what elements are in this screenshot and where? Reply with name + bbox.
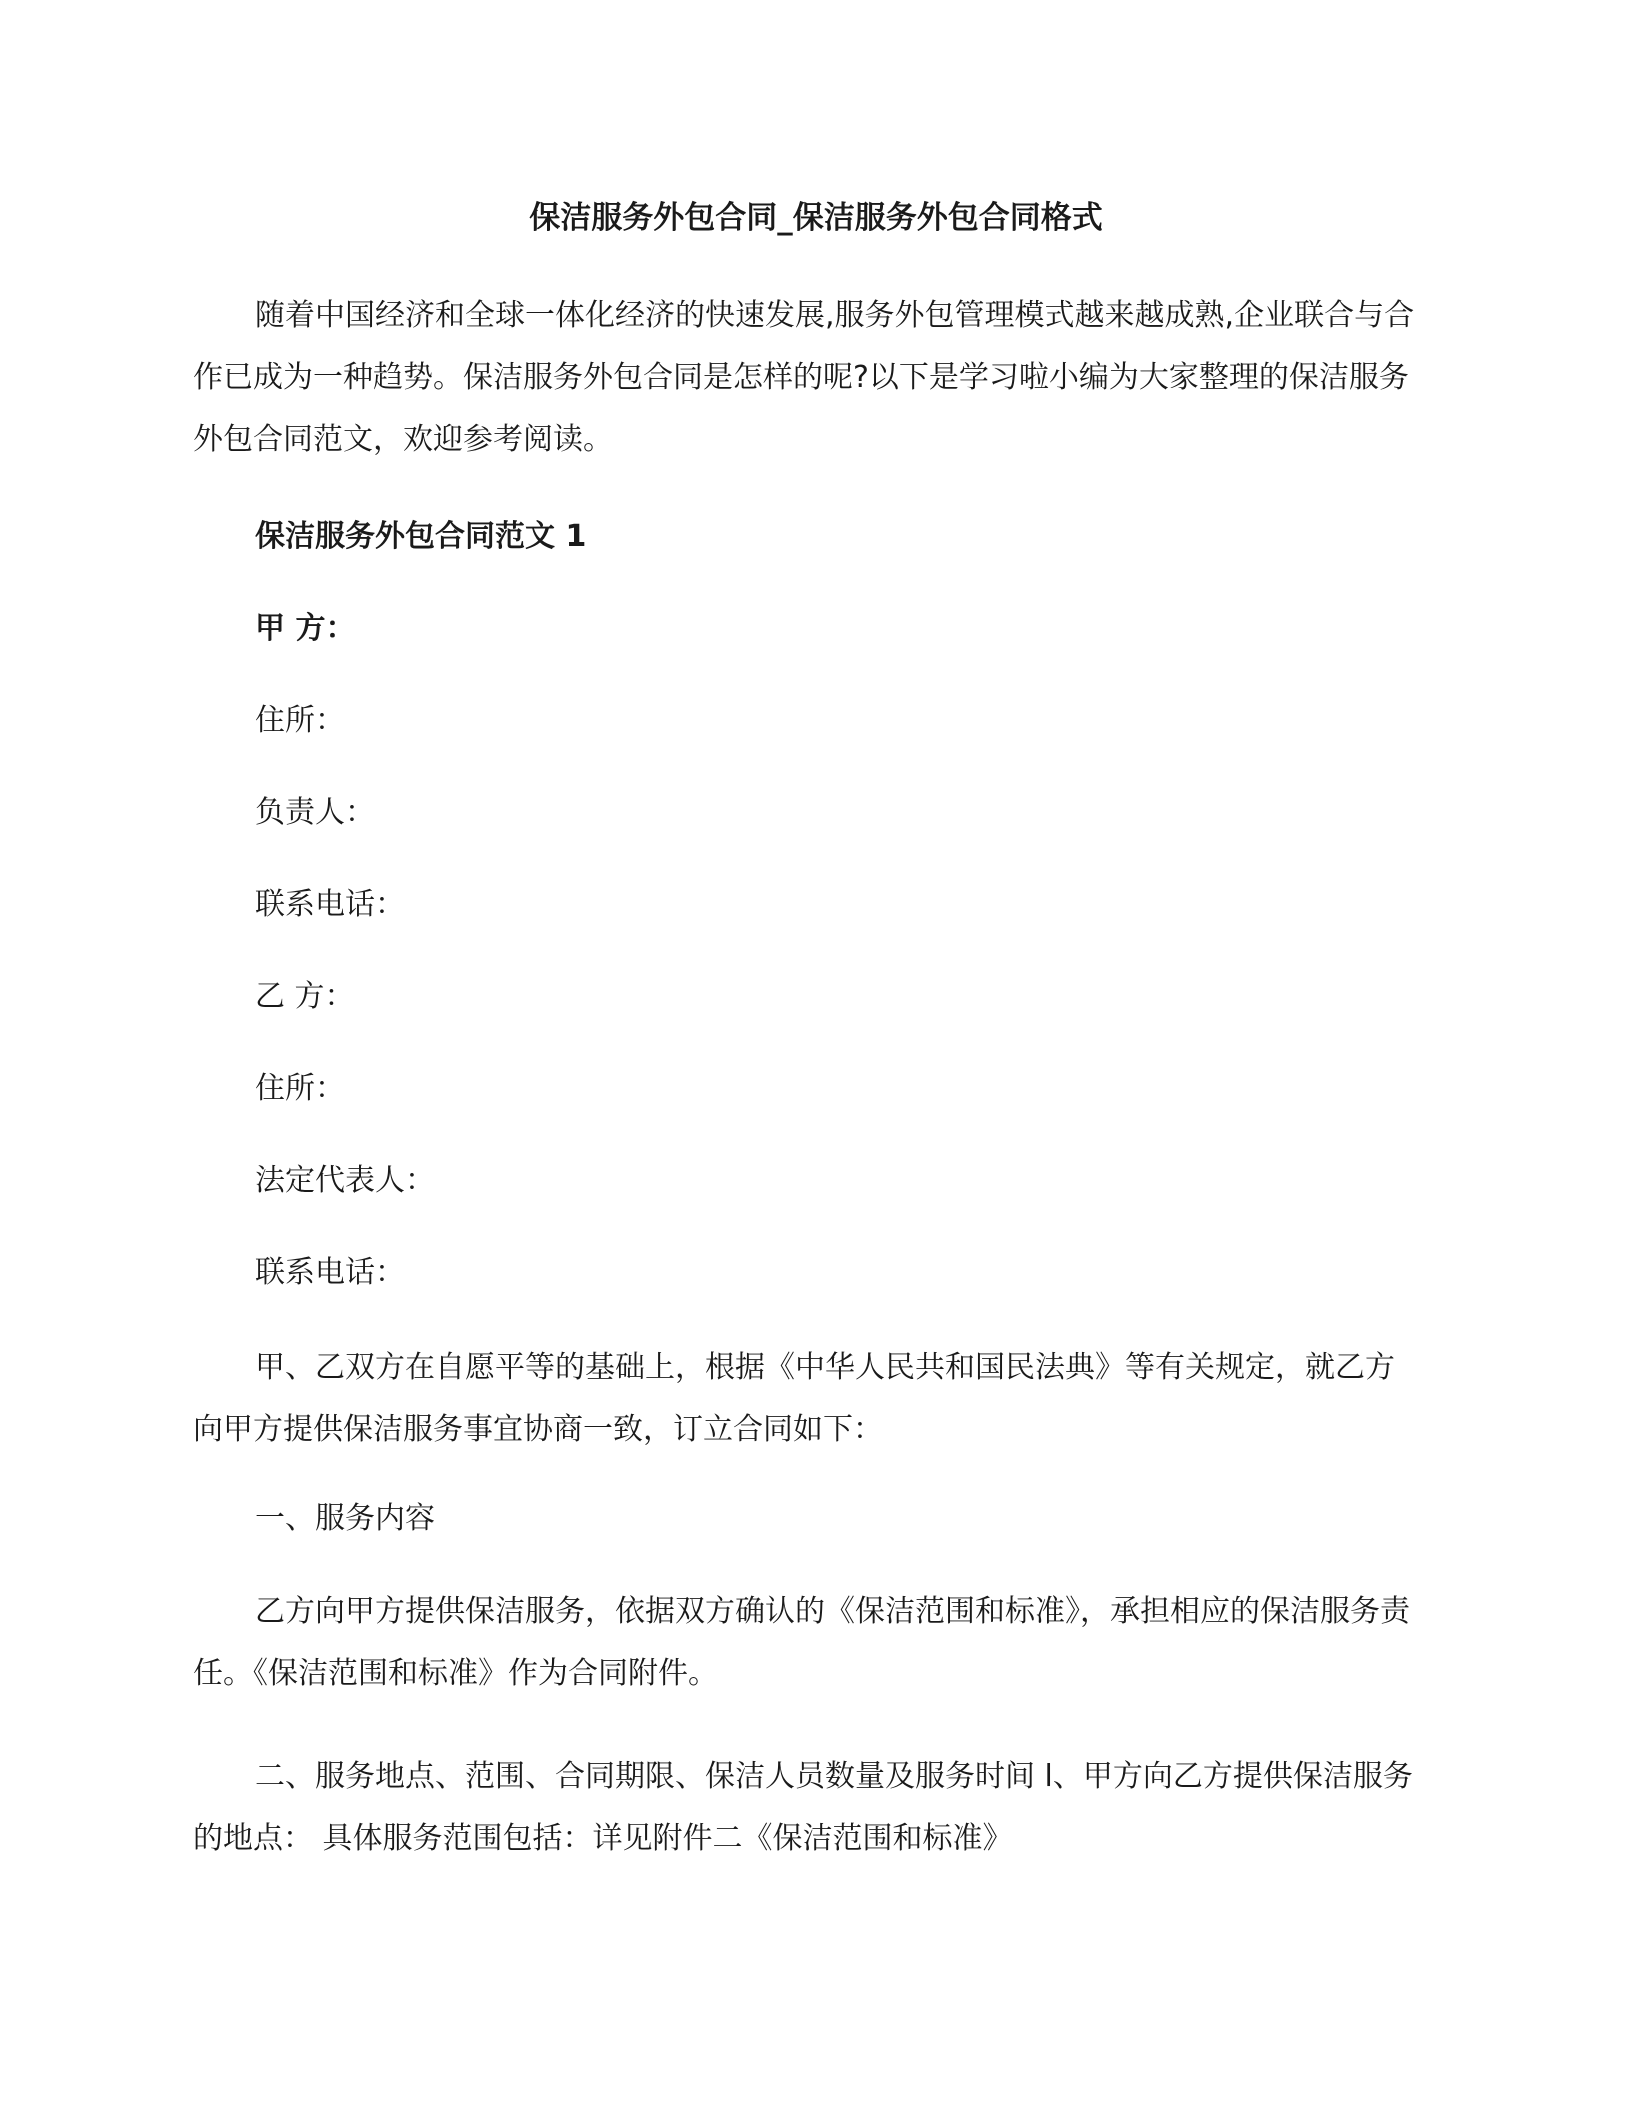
clause1-heading: 一、服务内容 [255, 1501, 435, 1536]
party-a-person: 负责人： [255, 795, 375, 830]
party-b-address: 住所： [255, 1071, 345, 1106]
party-a-phone: 联系电话： [255, 887, 405, 922]
section-heading: 保洁服务外包合同范文 1 [255, 519, 587, 554]
clause2-body: 二、服务地点、范围、合同期限、保洁人员数量及服务时间 l、甲方向乙方提供保洁服务的地点： 具体服务范围包括：详见附件二《保洁范围和标准》 [193, 1759, 1413, 1856]
party-a-label: 甲 方： [255, 611, 356, 646]
party-b-phone: 联系电话： [255, 1255, 405, 1290]
party-b-label: 乙 方： [255, 979, 355, 1014]
clause1-body: 乙方向甲方提供保洁服务，依据双方确认的《保洁范围和标准》，承担相应的保洁服务责任。《保洁范围和标准》作为合同附件。 [193, 1594, 1410, 1691]
party-b-rep: 法定代表人： [255, 1163, 435, 1198]
document-title: 保洁服务外包合同_保洁服务外包合同格式 [529, 200, 1103, 236]
intro-paragraph: 随着中国经济和全球一体化经济的快速发展,服务外包管理模式越来越成熟,企业联合与合作已成为一种趋势。保洁服务外包合同是怎样的呢?以下是学习啦小编为大家整理的保洁服务外包合同范文，欢迎参考阅读。 [193, 298, 1415, 457]
agreement-paragraph: 甲、乙双方在自愿平等的基础上，根据《中华人民共和国民法典》等有关规定，就乙方向甲方提供保洁服务事宜协商一致，订立合同如下： [193, 1350, 1395, 1447]
party-a-address: 住所： [255, 703, 345, 738]
